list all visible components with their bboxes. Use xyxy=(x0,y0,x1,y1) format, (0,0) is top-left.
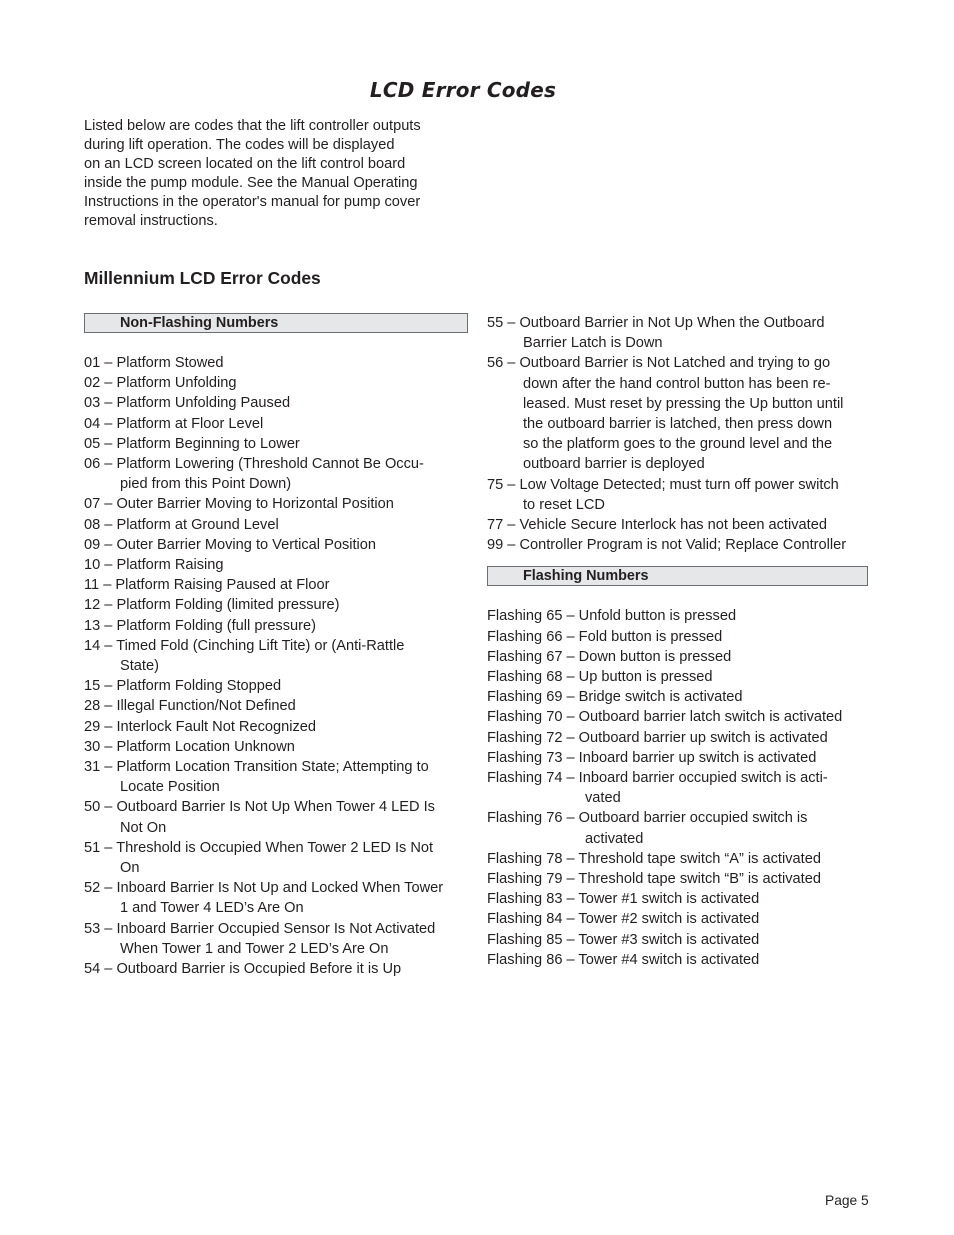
entry-line: Flashing 76 – Outboard barrier occupied switch is xyxy=(487,810,808,827)
entry-line: 03 – Platform Unfolding Paused xyxy=(84,395,291,412)
non-flashing-heading: Non-Flashing Numbers xyxy=(84,313,468,333)
list-item xyxy=(487,768,872,808)
list-item xyxy=(487,930,872,950)
entry-line: 11 – Platform Raising Paused at Floor xyxy=(84,577,330,594)
list-item xyxy=(84,353,468,373)
entry-continuation: Locate Position xyxy=(120,779,220,796)
list-item xyxy=(487,707,872,727)
page-title: LCD Error Codes xyxy=(369,78,557,102)
list-item xyxy=(84,414,468,434)
entry-line: 02 – Platform Unfolding xyxy=(84,375,237,392)
list-item xyxy=(487,627,872,647)
entry-line: Flashing 78 – Threshold tape switch “A” is activated xyxy=(487,850,821,867)
intro-line: Listed below are codes that the lift controller outputs xyxy=(84,118,421,134)
right-column xyxy=(487,313,872,970)
non-flashing-list-right xyxy=(487,313,872,555)
left-column xyxy=(84,313,468,979)
entry-continuation: the outboard barrier is latched, then press down xyxy=(523,416,833,433)
list-item xyxy=(84,717,468,737)
entry-continuation: When Tower 1 and Tower 2 LED’s Are On xyxy=(120,940,389,957)
entry-line: Flashing 68 – Up button is pressed xyxy=(487,669,713,686)
list-item xyxy=(84,878,468,918)
entry-line: 05 – Platform Beginning to Lower xyxy=(84,435,300,452)
entry-continuation: leased. Must reset by pressing the Up button until xyxy=(523,395,844,412)
entry-line: 12 – Platform Folding (limited pressure) xyxy=(84,597,340,614)
entry-continuation: On xyxy=(120,860,140,877)
entry-line: Flashing 66 – Fold button is pressed xyxy=(487,628,723,645)
entry-line: 29 – Interlock Fault Not Recognized xyxy=(84,718,317,735)
list-item xyxy=(487,687,872,707)
entry-continuation: vated xyxy=(585,790,621,807)
list-item xyxy=(487,535,872,555)
entry-line: 06 – Platform Lowering (Threshold Cannot Be Occu- xyxy=(84,456,424,473)
entry-line: Flashing 70 – Outboard barrier latch switch is activated xyxy=(487,709,843,726)
entry-line: 09 – Outer Barrier Moving to Vertical Position xyxy=(84,536,377,553)
list-item xyxy=(84,676,468,696)
entry-continuation: pied from this Point Down) xyxy=(120,476,292,493)
flashing-list xyxy=(487,606,872,970)
intro-line: inside the pump module. See the Manual Operating xyxy=(84,175,418,191)
list-item xyxy=(84,757,468,797)
entry-line: 51 – Threshold is Occupied When Tower 2 LED Is Not xyxy=(84,839,434,856)
list-item xyxy=(84,535,468,555)
entry-line: 54 – Outboard Barrier is Occupied Before it is Up xyxy=(84,961,402,978)
list-item xyxy=(84,393,468,413)
entry-line: Flashing 84 – Tower #2 switch is activated xyxy=(487,911,760,928)
entry-continuation: to reset LCD xyxy=(523,496,605,513)
entry-line: 31 – Platform Location Transition State; Attempting to xyxy=(84,759,429,776)
list-item xyxy=(84,616,468,636)
list-item xyxy=(487,950,872,970)
entry-line: Flashing 72 – Outboard barrier up switch is activated xyxy=(487,729,828,746)
intro-line: on an LCD screen located on the lift control board xyxy=(84,156,406,172)
list-item xyxy=(84,838,468,878)
entry-line: 75 – Low Voltage Detected; must turn off power switch xyxy=(487,476,839,493)
list-item xyxy=(487,313,872,353)
entry-line: 53 – Inboard Barrier Occupied Sensor Is Not Activated xyxy=(84,920,436,937)
list-item xyxy=(84,515,468,535)
entry-line: 55 – Outboard Barrier in Not Up When the Outboard xyxy=(487,315,825,331)
entry-continuation: Not On xyxy=(120,819,167,836)
entry-line: 99 – Controller Program is not Valid; Replace Controller xyxy=(487,537,847,554)
entry-line: 13 – Platform Folding (full pressure) xyxy=(84,617,316,634)
list-item xyxy=(487,647,872,667)
list-item xyxy=(487,808,872,848)
list-item xyxy=(487,869,872,889)
entry-line: Flashing 85 – Tower #3 switch is activated xyxy=(487,931,760,948)
list-item xyxy=(487,667,872,687)
page-number: Page 5 xyxy=(825,1193,869,1208)
intro-paragraph xyxy=(84,117,456,231)
list-item xyxy=(84,575,468,595)
entry-continuation: 1 and Tower 4 LED’s Are On xyxy=(120,900,304,917)
entry-line: 08 – Platform at Ground Level xyxy=(84,516,279,533)
entry-line: 52 – Inboard Barrier Is Not Up and Locked When Tower xyxy=(84,880,444,897)
list-item xyxy=(84,696,468,716)
entry-line: 28 – Illegal Function/Not Defined xyxy=(84,698,296,715)
list-item xyxy=(487,475,872,515)
list-item xyxy=(84,373,468,393)
entry-continuation: outboard barrier is deployed xyxy=(523,456,705,473)
entry-line: Flashing 73 – Inboard barrier up switch is activated xyxy=(487,749,817,766)
intro-line: during lift operation. The codes will be displayed xyxy=(84,137,395,153)
list-item xyxy=(84,797,468,837)
entry-line: 01 – Platform Stowed xyxy=(84,355,224,371)
list-item xyxy=(84,959,468,979)
entry-line: Flashing 65 – Unfold button is pressed xyxy=(487,608,737,625)
entry-line: Flashing 83 – Tower #1 switch is activated xyxy=(487,891,760,908)
entry-continuation: Barrier Latch is Down xyxy=(523,335,663,352)
entry-line: 07 – Outer Barrier Moving to Horizontal Position xyxy=(84,496,394,513)
entry-line: 50 – Outboard Barrier Is Not Up When Tower 4 LED Is xyxy=(84,799,435,816)
list-item xyxy=(487,909,872,929)
entry-line: Flashing 86 – Tower #4 switch is activated xyxy=(487,951,760,968)
entry-continuation: activated xyxy=(585,830,644,847)
list-item xyxy=(487,889,872,909)
entry-line: Flashing 69 – Bridge switch is activated xyxy=(487,689,743,706)
list-item xyxy=(487,728,872,748)
list-item xyxy=(84,636,468,676)
entry-continuation: down after the hand control button has been re- xyxy=(523,375,831,392)
entry-continuation: State) xyxy=(120,658,159,675)
non-flashing-list-left xyxy=(84,353,468,979)
list-item xyxy=(487,849,872,869)
entry-line: Flashing 79 – Threshold tape switch “B” is activated xyxy=(487,871,821,888)
entry-line: Flashing 67 – Down button is pressed xyxy=(487,648,732,665)
entry-line: 14 – Timed Fold (Cinching Lift Tite) or (Anti-Rattle xyxy=(84,637,405,654)
list-item xyxy=(84,494,468,514)
entry-line: 04 – Platform at Floor Level xyxy=(84,415,264,432)
list-item xyxy=(84,555,468,575)
entry-line: 15 – Platform Folding Stopped xyxy=(84,678,282,695)
intro-line: removal instructions. xyxy=(84,213,218,229)
list-item xyxy=(487,748,872,768)
list-item xyxy=(84,737,468,757)
list-item xyxy=(487,353,872,474)
entry-line: Flashing 74 – Inboard barrier occupied switch is acti- xyxy=(487,770,828,787)
list-item xyxy=(487,606,872,626)
entry-line: 30 – Platform Location Unknown xyxy=(84,738,295,755)
flashing-heading: Flashing Numbers xyxy=(487,566,868,586)
list-item xyxy=(84,454,468,494)
section-title: Millennium LCD Error Codes xyxy=(84,268,321,288)
entry-continuation: so the platform goes to the ground level and the xyxy=(523,436,833,453)
intro-line: Instructions in the operator's manual for pump cover xyxy=(84,194,421,210)
list-item xyxy=(84,919,468,959)
entry-line: 77 – Vehicle Secure Interlock has not been activated xyxy=(487,517,827,534)
entry-line: 56 – Outboard Barrier is Not Latched and trying to go xyxy=(487,355,831,372)
list-item xyxy=(487,515,872,535)
entry-line: 10 – Platform Raising xyxy=(84,557,224,574)
list-item xyxy=(84,595,468,615)
list-item xyxy=(84,434,468,454)
